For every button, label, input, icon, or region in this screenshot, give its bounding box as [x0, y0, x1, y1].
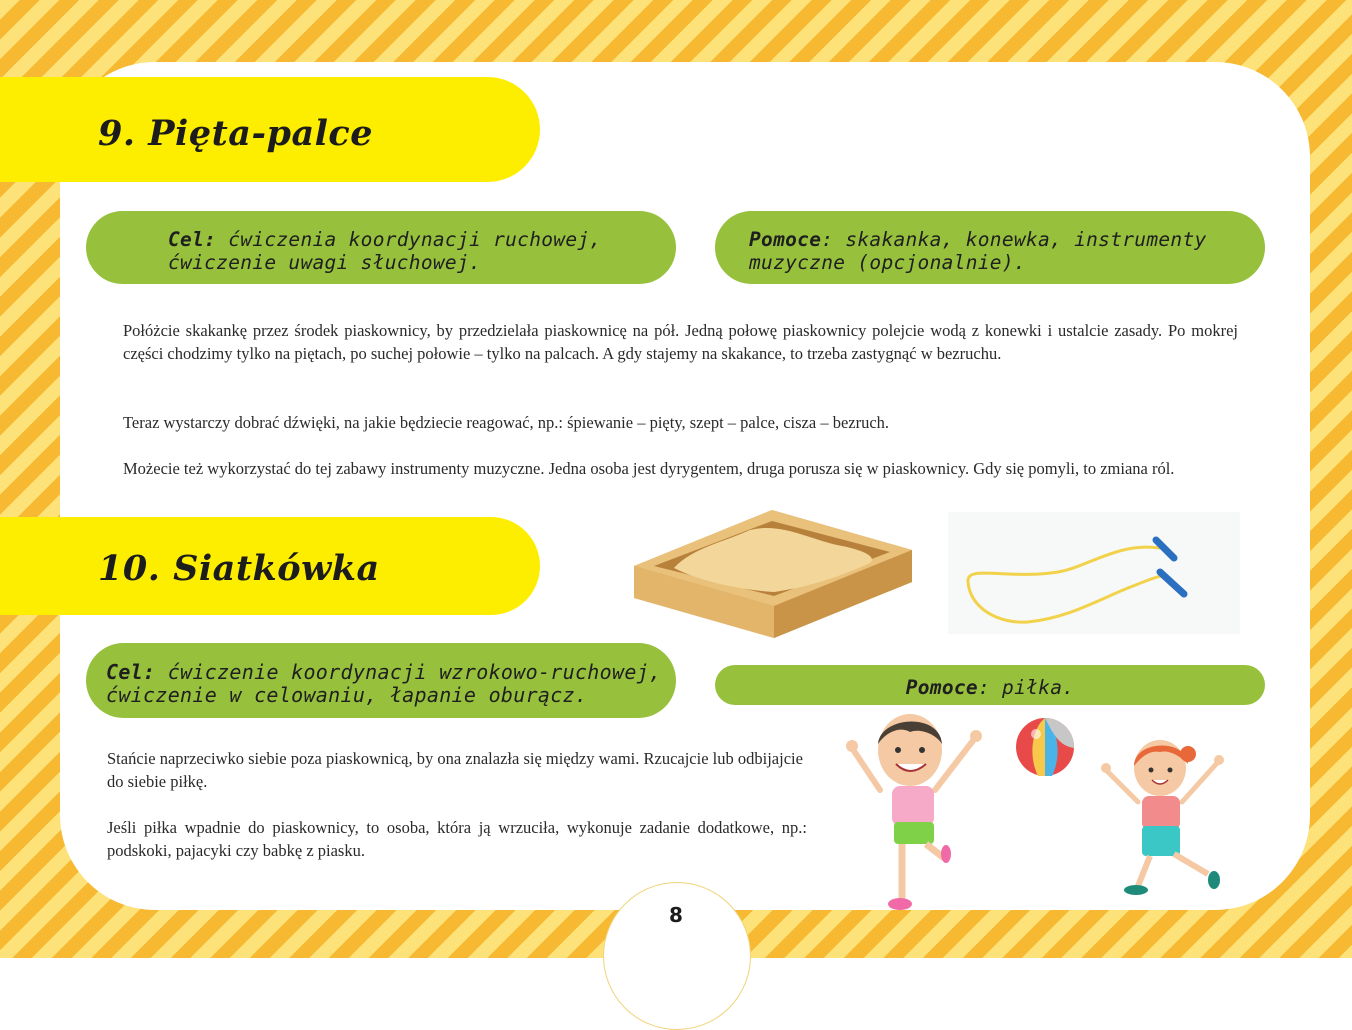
section-9-goal-text — [168, 228, 601, 274]
section-9-aids-text — [749, 228, 1207, 274]
girl-shorts — [1142, 826, 1180, 856]
girl-eye-right — [1168, 768, 1173, 773]
sandbox-illustration — [632, 508, 914, 640]
aids-label: Pomoce — [905, 676, 978, 699]
aids-label: Pomoce — [749, 228, 822, 251]
girl-shirt — [1142, 796, 1180, 830]
girl-ponytail — [1180, 746, 1196, 762]
goal-line-1: ćwiczenia koordynacji ruchowej, — [216, 228, 602, 251]
section-10-paragraph-2: Jeśli piłka wpadnie do piaskownicy, to osoba, która ją wrzuciła, wykonuje zadanie dodatkowe, np.: podskoki, pajacyki czy babkę z piasku. — [107, 818, 807, 860]
girl-arm-left — [1106, 770, 1138, 802]
girl-shoe-right — [1208, 871, 1220, 889]
aids-line-1: : skakanka, konewka, instrumenty — [821, 228, 1207, 251]
goal-label: Cel: — [106, 660, 156, 684]
beach-ball-illustration — [1014, 716, 1076, 778]
section-10-paragraph-1: Stańcie naprzeciwko siebie poza piaskownicą, by ona znalazła się między wami. Rzucajcie lub odbijajcie do siebie piłkę. — [107, 749, 803, 791]
goal-line-1: ćwiczenie koordynacji wzrokowo-ruchowej, — [155, 660, 662, 684]
section-9-paragraph-1: Połóżcie skakankę przez środek piaskownicy, by przedzielała piaskownicę na pół. Jedną połowę piaskownicy polejcie wodą z konewki i ustalcie zasady. Po mokrej części chodzimy tylko na piętach, po suchej połowie – tylko na palcach. A gdy stajemy na skakance, to trzeba zastygnąć w bezruchu. — [123, 321, 1238, 363]
goal-label: Cel: — [168, 228, 217, 251]
girl-leg-right — [1174, 854, 1208, 874]
girl-leg-left — [1138, 856, 1150, 886]
boy-shirt — [892, 786, 934, 826]
ball-highlight — [1031, 729, 1041, 739]
boy-arm-left — [852, 748, 880, 790]
aids-value: : piłka. — [977, 676, 1075, 699]
boy-shoe-left — [888, 898, 912, 910]
girl-hand-left — [1101, 763, 1111, 773]
boy-shorts — [894, 822, 934, 844]
section-9-title: 9. Pięta-palce — [98, 113, 374, 154]
girl-hand-right — [1214, 755, 1224, 765]
girl-arm-right — [1182, 762, 1218, 802]
page-number: 8 — [669, 903, 683, 927]
boy-shoe-right — [941, 845, 951, 863]
jump-rope-illustration — [948, 512, 1240, 634]
goal-line-2: ćwiczenie uwagi słuchowej. — [168, 251, 482, 274]
boy-eye-right — [919, 747, 925, 753]
girl-eye-left — [1149, 768, 1154, 773]
aids-line-2: muzyczne (opcjonalnie). — [749, 251, 1026, 274]
section-10-title: 10. Siatkówka — [98, 548, 380, 589]
section-9-paragraph-2: Teraz wystarczy dobrać dźwięki, na jakie będziecie reagować, np.: śpiewanie – pięty, szept – palce, cisza – bezruch. — [123, 413, 890, 432]
section-10-aids-text — [715, 676, 1265, 699]
section-9-paragraph-3: Możecie też wykorzystać do tej zabawy instrumenty muzyczne. Jedna osoba jest dyrygentem, druga porusza się w piaskownicy. Gdy się pomyli, to zmiana ról. — [123, 459, 1175, 478]
girl-illustration — [1098, 736, 1230, 900]
goal-line-2: ćwiczenie w celowaniu, łapanie oburącz. — [106, 683, 588, 707]
girl-shoe-left — [1124, 885, 1148, 895]
boy-illustration — [840, 708, 990, 918]
boy-hand-right — [970, 730, 982, 742]
section-10-goal-text — [106, 661, 661, 707]
boy-eye-left — [895, 747, 901, 753]
boy-hand-left — [846, 740, 858, 752]
